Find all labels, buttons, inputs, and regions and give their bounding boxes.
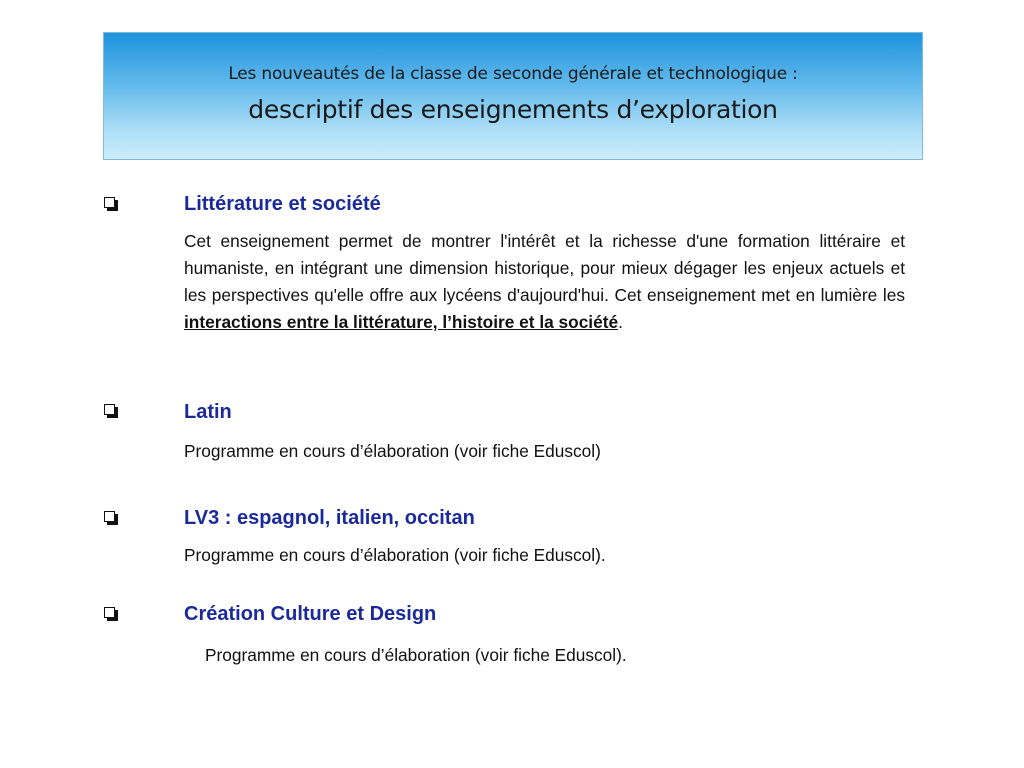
section-heading-litterature: Littérature et société xyxy=(184,193,381,215)
body-tail: . xyxy=(618,312,623,332)
section-body-latin: Programme en cours d’élaboration (voir fiche Eduscol) xyxy=(184,441,601,461)
section-body-text: Cet enseignement permet de montrer l'intérêt et la richesse d'une formation littéraire et humaniste, en intégrant une dimension historique, pour mieux dégager les enjeux actuels et les perspectives qu'elle offre aux lycéens d'aujourd'hui. Cet enseignement met en lumière les xyxy=(184,231,905,305)
section-heading-lv3: LV3 : espagnol, italien, occitan xyxy=(184,507,475,529)
slide-title: descriptif des enseignements d’exploration xyxy=(248,95,778,124)
checkbox-bullet-icon xyxy=(104,197,119,212)
slide-subtitle: Les nouveautés de la classe de seconde générale et technologique : xyxy=(228,64,798,84)
section-body-litterature xyxy=(184,228,905,336)
emphasis-text: interactions entre la littérature, l’histoire et la société xyxy=(184,312,619,332)
section-body-lv3: Programme en cours d’élaboration (voir fiche Eduscol). xyxy=(184,545,606,565)
section-body-creation: Programme en cours d’élaboration (voir fiche Eduscol). xyxy=(205,645,627,665)
section-heading-creation: Création Culture et Design xyxy=(184,603,437,625)
section-heading-latin: Latin xyxy=(184,401,232,423)
checkbox-bullet-icon xyxy=(104,404,119,419)
checkbox-bullet-icon xyxy=(104,607,119,622)
checkbox-bullet-icon xyxy=(104,511,119,526)
title-banner xyxy=(103,32,923,160)
